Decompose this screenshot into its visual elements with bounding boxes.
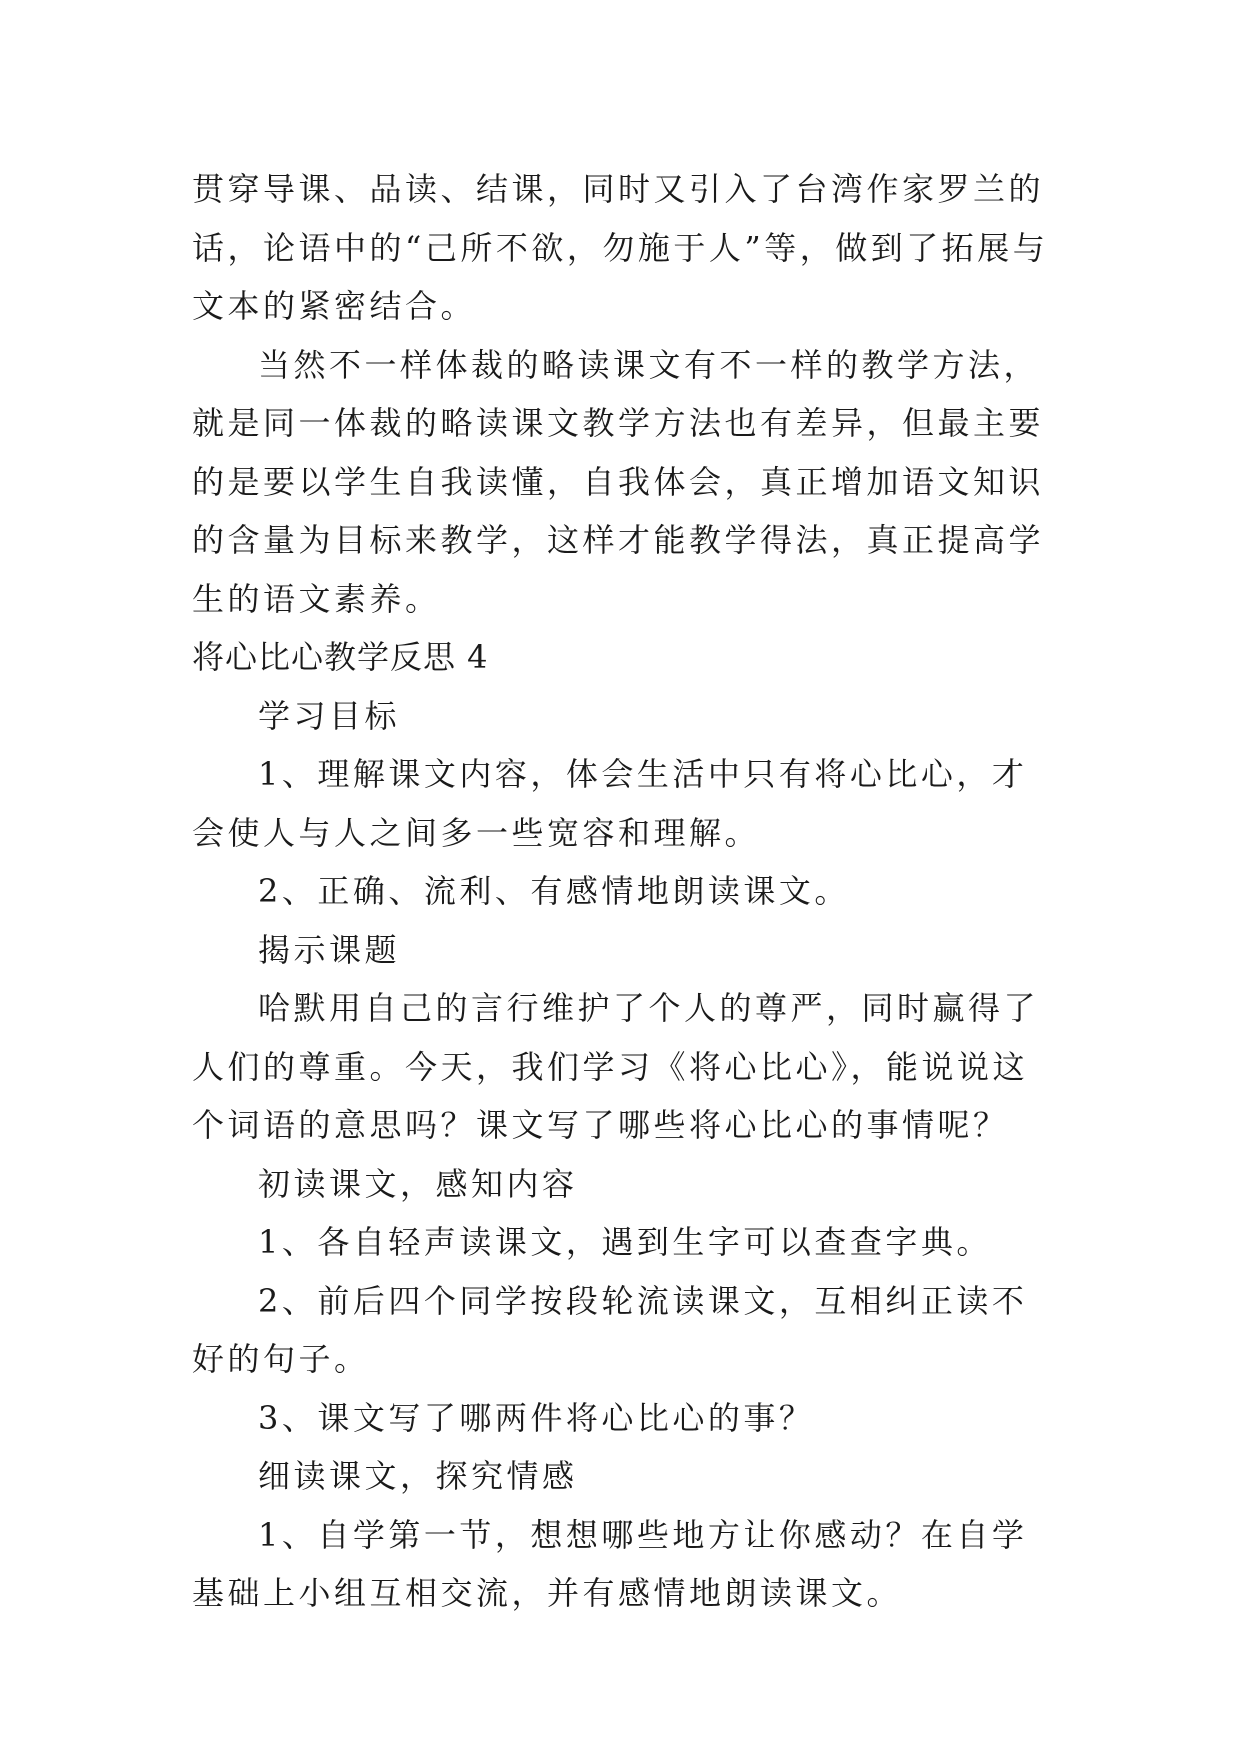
paragraph-first-reading-1: 1、各自轻声读课文，遇到生字可以查查字典。	[258, 1223, 992, 1261]
paragraph-1: 贯穿导课、品读、结课，同时又引入了台湾作家罗兰的话，论语中的“己所不欲，勿施于人”等，做到了拓展与文本的紧密结合。	[192, 170, 1049, 325]
document-page	[192, 160, 1062, 1623]
paragraph-2: 当然不一样体裁的略读课文有不一样的教学方法，就是同一体裁的略读课文教学方法也有差异，但最主要的是要以学生自我读懂，自我体会，真正增加语文知识的含量为目标来教学，这样才能教学得法，真正提高学生的语文素养。	[192, 345, 1045, 618]
paragraph-close-reading: 细读课文，探究情感	[258, 1457, 578, 1495]
paragraph-first-reading: 初读课文，感知内容	[258, 1164, 578, 1203]
paragraph-learning-goals: 学习目标	[258, 696, 401, 735]
paragraph-first-reading-2: 2、前后四个同学按段轮流读课文，互相纠正读不好的句子。	[192, 1281, 1028, 1378]
section-heading: 将心比心教学反思 4	[192, 638, 489, 676]
paragraph-reveal-topic: 揭示课题	[258, 930, 401, 969]
paragraph-goal-2: 2、正确、流利、有感情地朗读课文。	[258, 872, 850, 910]
paragraph-first-reading-3: 3、课文写了哪两件将心比心的事？	[258, 1398, 815, 1437]
paragraph-goal-1: 1、理解课文内容，体会生活中只有将心比心，才会使人与人之间多一些宽容和理解。	[192, 755, 1028, 852]
paragraph-topic-intro: 哈默用自己的言行维护了个人的尊严，同时赢得了人们的尊重。今天，我们学习《将心比心》，能说说这个词语的意思吗？课文写了哪些将心比心的事情呢？	[192, 989, 1040, 1144]
paragraph-close-reading-1: 1、自学第一节，想想哪些地方让你感动？在自学基础上小组互相交流，并有感情地朗读课文。	[192, 1515, 1028, 1612]
